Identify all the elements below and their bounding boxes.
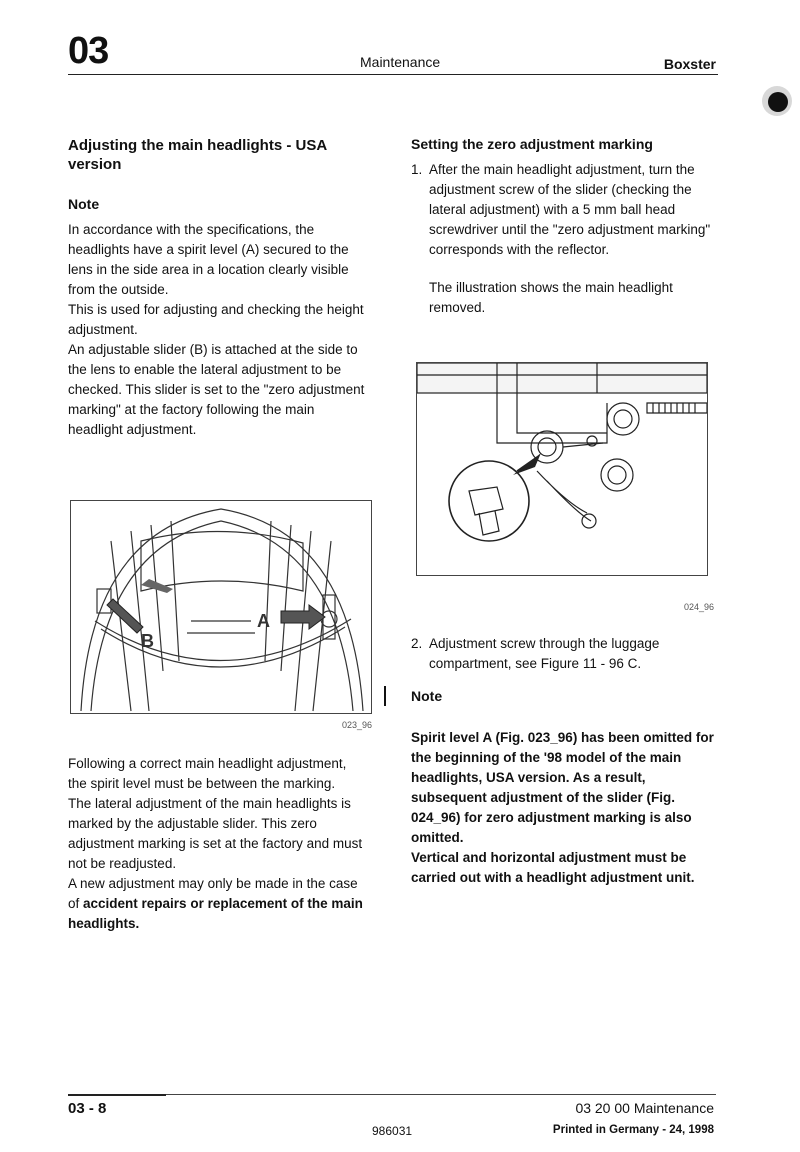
step-2-number: 2.	[411, 636, 423, 651]
step-1-number: 1.	[411, 162, 423, 177]
header-rule	[68, 74, 718, 75]
printed-note: Printed in Germany - 24, 1998	[552, 1124, 714, 1136]
left-column-bottom	[68, 754, 368, 934]
page-number: 03 - 8	[68, 1100, 107, 1117]
label-b: B	[141, 631, 154, 651]
figure-caption-left: 023_96	[342, 720, 373, 730]
body-paragraph-2: The lateral adjustment of the main headlights is marked by the adjustable slider. This zero adjustment marking is set at the factory and must not be readjusted.	[68, 796, 363, 871]
label-a: A	[257, 611, 270, 631]
slider-illustration	[417, 363, 707, 575]
step-2	[411, 634, 721, 674]
left-column-top	[68, 136, 368, 440]
note-heading: Note	[68, 196, 100, 212]
note-paragraph-1: In accordance with the specifications, the headlights have a spirit level (A) secured to the lens in the side area in a location clearly visible from the outside.	[68, 222, 349, 297]
slider-figure	[416, 362, 708, 576]
right-note-heading: Note	[411, 688, 443, 704]
change-bar	[384, 686, 386, 706]
doc-number: 986031	[372, 1124, 413, 1138]
body-paragraph-3-text: A new adjustment may only be made in the case of	[68, 876, 358, 911]
chapter-number: 03	[68, 30, 109, 72]
right-note-paragraph-1: Spirit level A (Fig. 023_96) has been omitted for the beginning of the '98 model of the main headlights, USA version. As a result, subsequent adjustment of the slider (Fig. 024_96) for zero adjustment marking is also omitted.	[411, 730, 714, 845]
figure-caption-right: 024_96	[684, 602, 715, 612]
step-1-text: After the main headlight adjustment, turn the adjustment screw of the slider (checking the lateral adjustment) with a 5 mm ball head screwdriver until the "zero adjustment marking" corresponds with the reflector.	[429, 162, 711, 257]
right-note-paragraph-2: Vertical and horizontal adjustment must be carried out with a headlight adjustment unit.	[411, 850, 695, 885]
headlight-illustration	[71, 501, 371, 713]
step-1-note: The illustration shows the main headlight removed.	[429, 280, 673, 315]
step-2-text: Adjustment screw through the luggage compartment, see Figure 11 - 96 C.	[429, 636, 660, 671]
zero-marking-heading: Setting the zero adjustment marking	[411, 136, 653, 152]
right-column-bottom	[411, 634, 721, 888]
section-title: Adjusting the main headlights - USA version	[68, 137, 327, 173]
footer-section: 03 20 00 Maintenance	[575, 1100, 714, 1116]
note-paragraph-3: An adjustable slider (B) is attached at the side to the lens to enable the lateral adjustment to be checked. This slider is set to the "zero adjustment marking" at the factory following the main headlight adjustment.	[68, 342, 365, 437]
headlight-figure	[70, 500, 372, 714]
step-1	[411, 160, 721, 260]
header-section: Maintenance	[360, 54, 441, 70]
footer-rule-accent	[68, 1094, 166, 1096]
body-paragraph-3-bold: accident repairs or replacement of the main headlights.	[68, 896, 363, 931]
body-paragraph-1: Following a correct main headlight adjustment, the spirit level must be between the marking.	[68, 756, 347, 791]
right-column-top	[411, 134, 721, 318]
body-paragraph-3	[68, 874, 368, 934]
tab-marker-icon	[762, 86, 792, 116]
header-model: Boxster	[663, 56, 716, 72]
note-paragraph-2: This is used for adjusting and checking the height adjustment.	[68, 302, 364, 337]
